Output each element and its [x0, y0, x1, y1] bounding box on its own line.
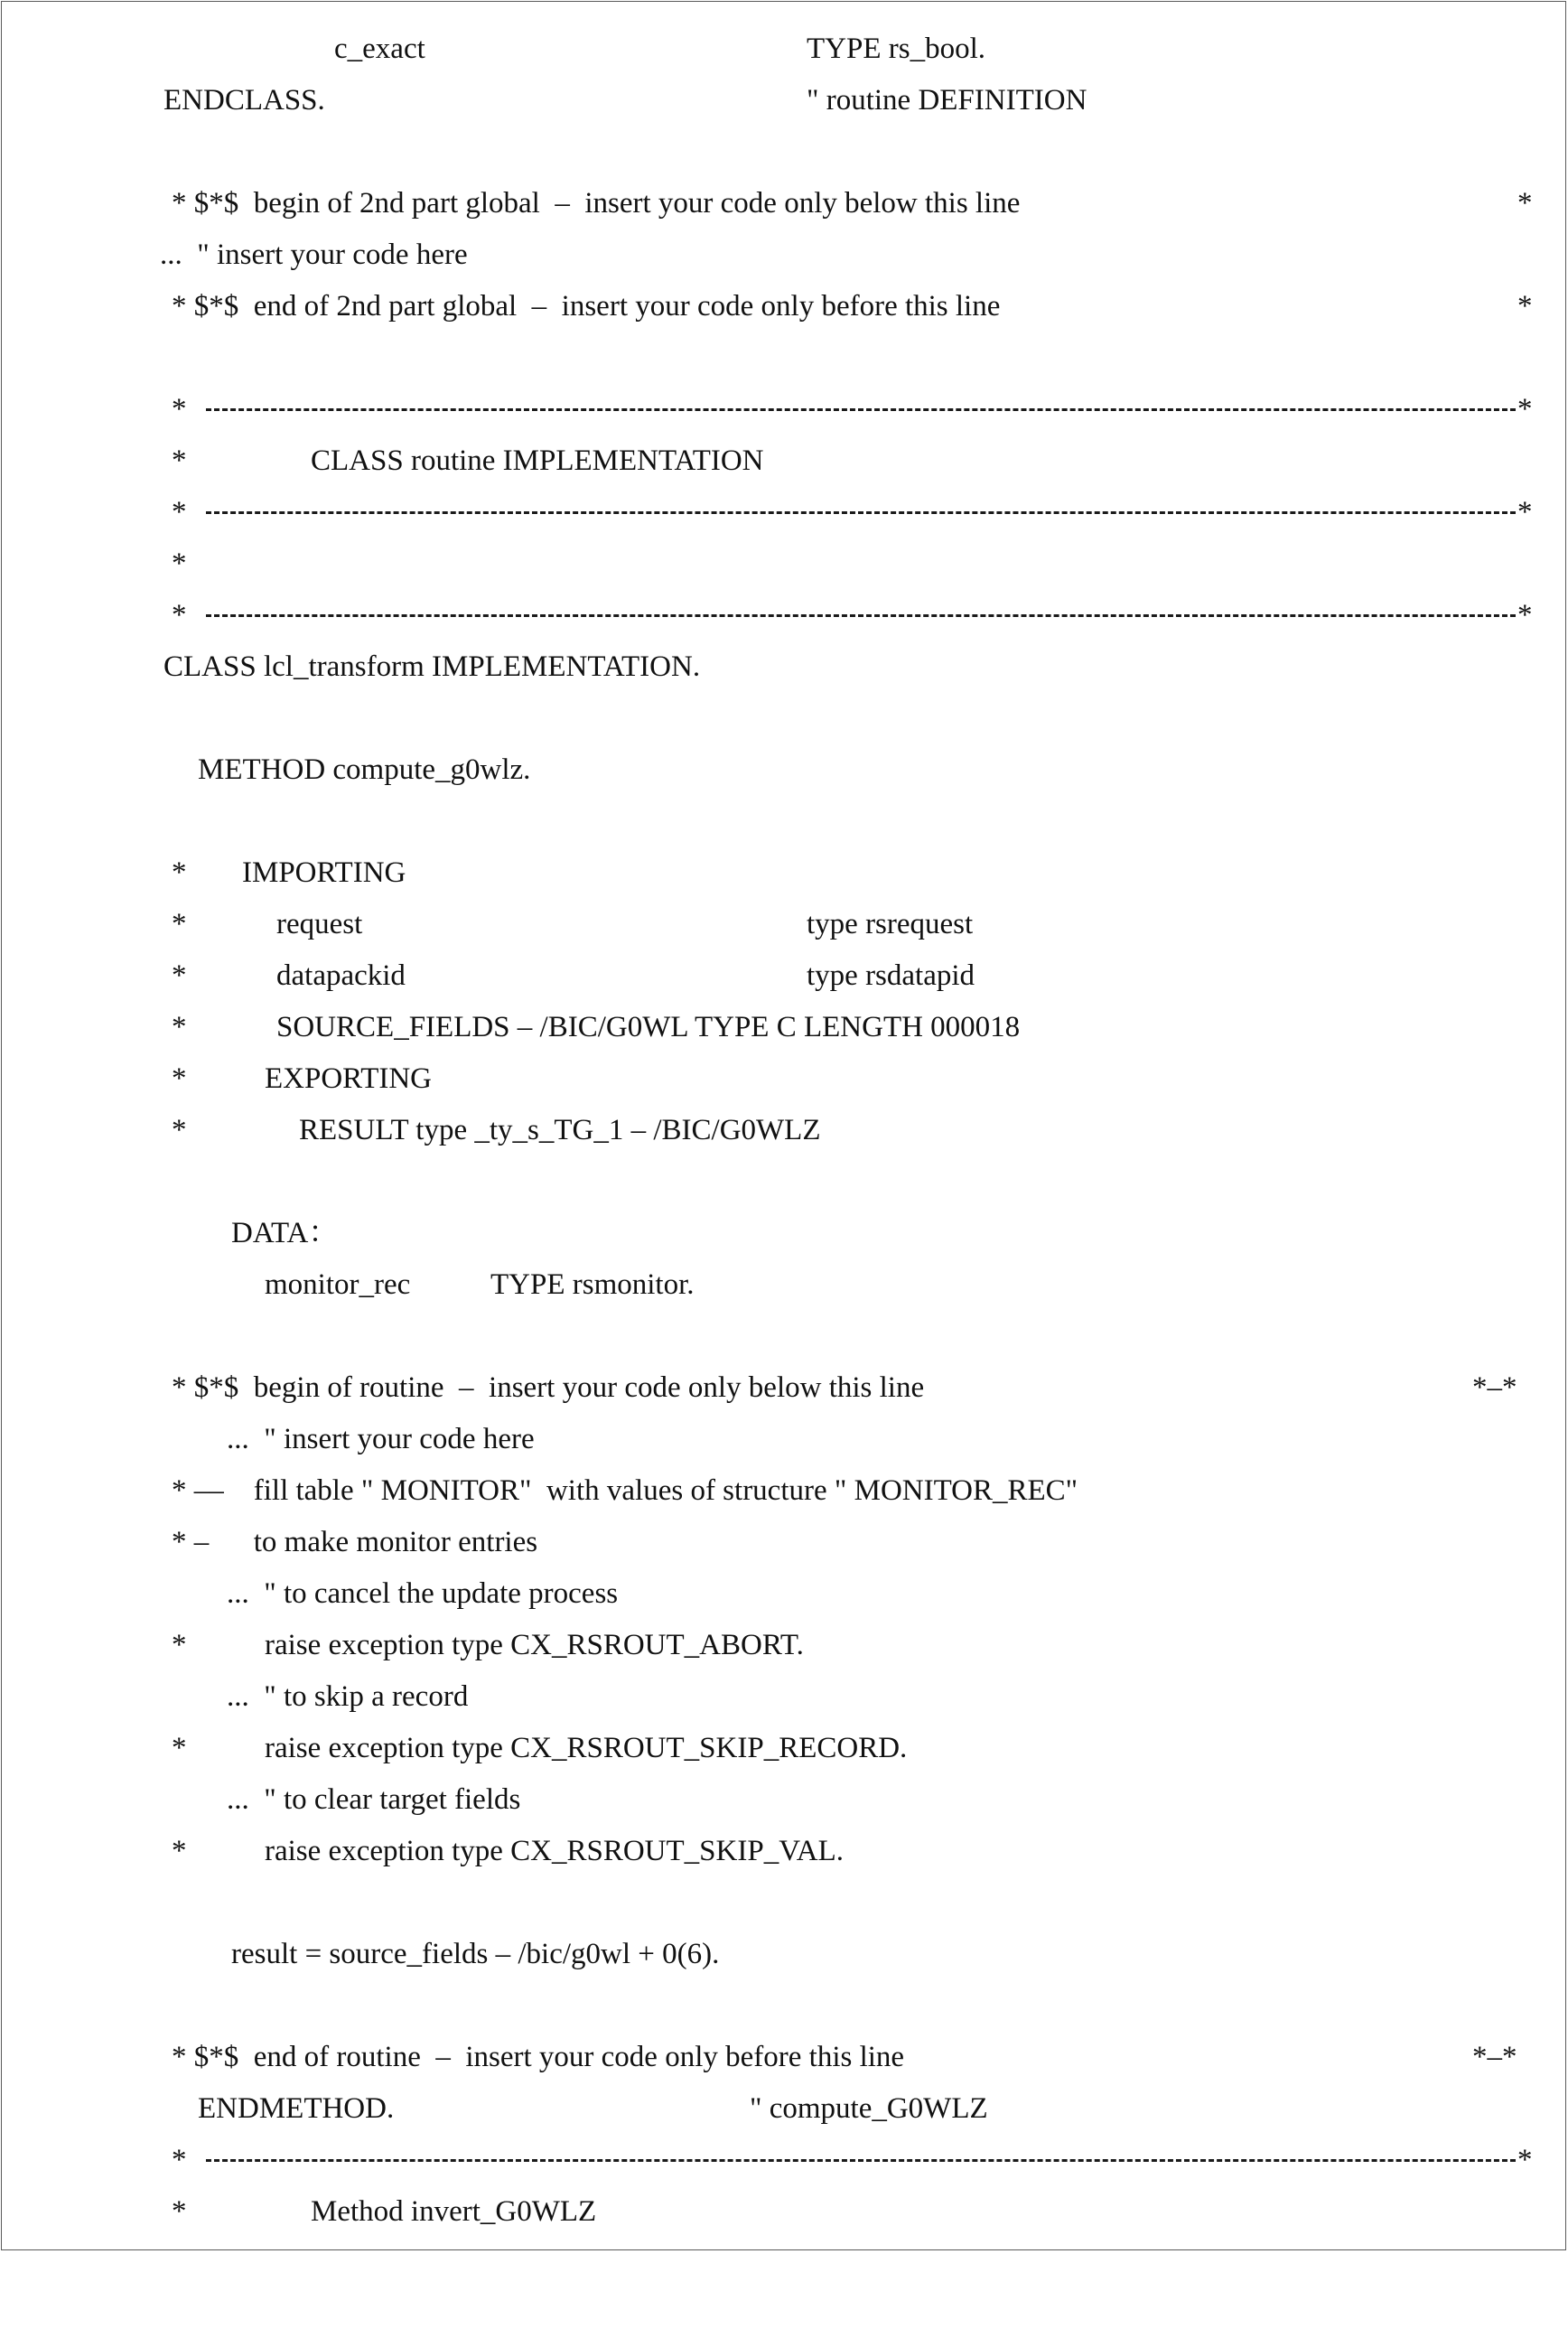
code-line [0, 1679, 1568, 1715]
separator-line [0, 2142, 1568, 2178]
code-comment: EXPORTING [265, 1062, 433, 1095]
code-line [0, 1370, 1568, 1406]
code-line [0, 288, 1568, 324]
comment-star: * [1517, 393, 1533, 426]
code-text: DATA： [231, 1217, 339, 1249]
code-comment: CLASS routine IMPLEMENTATION [311, 444, 764, 477]
code-line [0, 855, 1568, 891]
dash-rule [206, 614, 1516, 617]
code-comment: request [276, 908, 363, 940]
code-comment: * –– fill table " MONITOR" with values of structure " MONITOR_REC" [172, 1474, 1078, 1507]
comment-star: * [172, 2195, 187, 2228]
code-comment: IMPORTING [242, 856, 406, 889]
code-text: METHOD compute_g0wlz. [198, 753, 531, 786]
comment-star: * [172, 393, 187, 426]
code-comment: * $*$ begin of 2nd part global – insert your code only below this line [172, 187, 1021, 220]
code-line [0, 906, 1568, 942]
comment-star: * [172, 444, 187, 477]
code-line [0, 1576, 1568, 1612]
code-line [0, 1936, 1568, 1972]
code-comment: raise exception type CX_RSROUT_SKIP_RECORD. [265, 1732, 908, 1764]
code-text: ENDMETHOD. [198, 2092, 395, 2125]
code-line [0, 1267, 1568, 1303]
separator-line [0, 391, 1568, 427]
code-line [0, 443, 1568, 479]
code-comment: * $*$ end of routine – insert your code only before this line [172, 2041, 905, 2073]
code-line [0, 2090, 1568, 2127]
code-text: result = source_fields – /bic/g0wl + 0(6). [231, 1938, 720, 1970]
comment-star: * [172, 1011, 187, 1043]
comment-star: * [172, 2144, 187, 2176]
code-line [0, 546, 1568, 582]
comment-star: * [172, 856, 187, 889]
code-comment: type rsdatapid [807, 959, 975, 992]
code-comment: * – to make monitor entries [172, 1526, 538, 1558]
comment-star: * [172, 496, 187, 528]
comment-star: * [1517, 187, 1533, 220]
code-text: ... " insert your code here [227, 1423, 535, 1455]
code-text: CLASS lcl_transform IMPLEMENTATION. [163, 650, 701, 683]
comment-star: * [172, 599, 187, 631]
code-line [0, 1061, 1568, 1097]
code-text: ... " to skip a record [227, 1680, 469, 1713]
comment-star: * [172, 908, 187, 940]
code-comment: SOURCE_FIELDS – /BIC/G0WL TYPE C LENGTH 000018 [276, 1011, 1021, 1043]
code-text: ... " to clear target fields [227, 1783, 521, 1816]
code-line [0, 237, 1568, 273]
code-line [0, 1473, 1568, 1509]
code-line [0, 1730, 1568, 1766]
code-comment: raise exception type CX_RSROUT_SKIP_VAL. [265, 1835, 845, 1867]
code-comment: RESULT type _ty_s_TG_1 – /BIC/G0WLZ [299, 1114, 821, 1146]
comment-star: * [1517, 599, 1533, 631]
code-comment: raise exception type CX_RSROUT_ABORT. [265, 1629, 804, 1661]
code-text: ENDCLASS. [163, 84, 325, 117]
code-comment: * $*$ begin of routine – insert your code only below this line [172, 1371, 925, 1404]
code-text: TYPE rs_bool. [807, 33, 985, 65]
comment-star: * [172, 1062, 187, 1095]
code-line [0, 1782, 1568, 1818]
code-comment: datapackid [276, 959, 406, 992]
comment-star: * [172, 1114, 187, 1146]
code-text: ... " insert your code here [160, 238, 468, 271]
code-line [0, 2193, 1568, 2230]
code-line [0, 958, 1568, 994]
comment-star: * [172, 547, 187, 580]
code-text: c_exact [334, 33, 425, 65]
code-line [0, 1627, 1568, 1663]
comment-star: * [172, 1629, 187, 1661]
comment-star: * [1517, 2144, 1533, 2176]
code-text: monitor_rec [265, 1268, 411, 1301]
comment-star: * [1517, 290, 1533, 323]
code-comment: type rsrequest [807, 908, 974, 940]
code-line [0, 649, 1568, 685]
comment-star: * [1517, 496, 1533, 528]
separator-line [0, 597, 1568, 633]
code-line [0, 2039, 1568, 2075]
code-line [0, 82, 1568, 118]
code-line [0, 752, 1568, 788]
code-comment: Method invert_G0WLZ [311, 2195, 597, 2228]
separator-line [0, 494, 1568, 530]
code-text: ... " to cancel the update process [227, 1577, 619, 1610]
code-comment: " routine DEFINITION [807, 84, 1087, 117]
code-line [0, 1524, 1568, 1560]
dash-rule [206, 408, 1516, 411]
code-comment: " compute_G0WLZ [750, 2092, 988, 2125]
code-text: TYPE rsmonitor. [490, 1268, 695, 1301]
comment-marker: *–* [1472, 2041, 1517, 2073]
dash-rule [206, 2159, 1516, 2162]
dash-rule [206, 511, 1516, 514]
code-line [0, 31, 1568, 67]
comment-star: * [172, 1732, 187, 1764]
code-line [0, 185, 1568, 221]
code-line [0, 1009, 1568, 1045]
code-line [0, 1421, 1568, 1457]
code-line [0, 1833, 1568, 1869]
code-line [0, 1215, 1568, 1251]
comment-marker: *–* [1472, 1371, 1517, 1404]
code-line [0, 1112, 1568, 1148]
comment-star: * [172, 959, 187, 992]
code-comment: * $*$ end of 2nd part global – insert your code only before this line [172, 290, 1001, 323]
comment-star: * [172, 1835, 187, 1867]
